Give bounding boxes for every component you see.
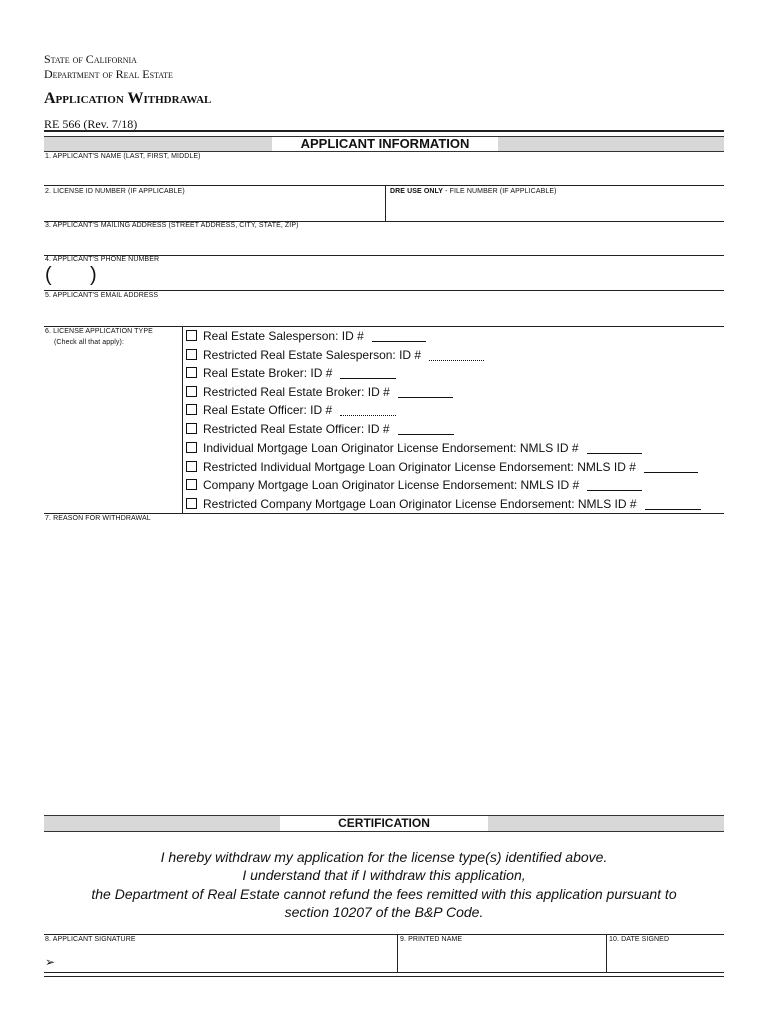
divider-6: [182, 326, 183, 513]
id-blank[interactable]: [398, 423, 454, 435]
nmls-blank[interactable]: [645, 498, 701, 510]
id-blank[interactable]: [429, 349, 484, 361]
id-blank[interactable]: [340, 404, 396, 416]
phone-label: 4. APPLICANT'S PHONE NUMBER: [45, 256, 160, 263]
option-restricted-re-officer[interactable]: [186, 421, 454, 437]
certification-line-2: I understand that if I withdraw this application,: [242, 867, 526, 883]
certification-title: CERTIFICATION: [280, 816, 488, 831]
phone-field[interactable]: [44, 265, 724, 289]
nmls-blank[interactable]: [644, 461, 698, 473]
mailing-address-label: 3. APPLICANT'S MAILING ADDRESS (STREET ADDRESS, CITY, STATE, ZIP): [45, 222, 299, 229]
option-re-broker[interactable]: [186, 365, 396, 381]
rule-4: [44, 290, 724, 291]
applicant-name-label: 1. APPLICANT'S NAME (LAST, FIRST, MIDDLE): [45, 153, 201, 160]
id-blank[interactable]: [372, 330, 426, 342]
form-number: RE 566 (Rev. 7/18): [44, 117, 138, 131]
option-restricted-re-salesperson[interactable]: [186, 347, 484, 363]
rule-1: [44, 185, 724, 186]
phone-close-paren: ): [90, 264, 97, 286]
agency-line-2: Department of Real Estate: [44, 67, 173, 81]
checkbox[interactable]: [186, 367, 197, 378]
dre-use-only-label: [390, 188, 557, 195]
license-id-field[interactable]: [44, 197, 384, 220]
option-label: Real Estate Salesperson: ID #: [203, 329, 364, 343]
header-rule: [44, 130, 724, 132]
option-label: Company Mortgage Loan Originator License Endorsement: NMLS ID #: [203, 478, 580, 492]
checkbox[interactable]: [186, 498, 197, 509]
reason-field[interactable]: [44, 526, 724, 808]
option-label: Restricted Real Estate Officer: ID #: [203, 422, 390, 436]
option-label: Restricted Real Estate Broker: ID #: [203, 385, 390, 399]
dre-use-only-bold: DRE USE ONLY: [390, 188, 444, 195]
mailing-address-field[interactable]: [44, 231, 724, 254]
rule-8-bottom: [44, 972, 724, 973]
checkbox[interactable]: [186, 461, 197, 472]
option-restricted-individual-mlo[interactable]: [186, 459, 698, 475]
email-field[interactable]: [44, 301, 724, 325]
rule-bottom: [44, 976, 724, 977]
id-blank[interactable]: [340, 367, 396, 379]
option-label: Restricted Company Mortgage Loan Originator License Endorsement: NMLS ID #: [203, 497, 637, 511]
option-re-officer[interactable]: [186, 402, 396, 418]
phone-open-paren: (: [45, 264, 52, 286]
reason-label: 7. REASON FOR WITHDRAWAL: [45, 515, 151, 522]
rule-6: [44, 513, 724, 514]
checkbox[interactable]: [186, 386, 197, 397]
option-label: Real Estate Broker: ID #: [203, 366, 333, 380]
certification-line-4: section 10207 of the B&P Code.: [284, 904, 484, 920]
date-signed-field[interactable]: [607, 945, 724, 971]
nmls-blank[interactable]: [587, 479, 642, 491]
nmls-blank[interactable]: [587, 442, 642, 454]
form-title: Application Withdrawal: [44, 90, 212, 107]
option-label: Restricted Real Estate Salesperson: ID #: [203, 348, 422, 362]
dre-file-number-label: - FILE NUMBER (IF APPLICABLE): [443, 188, 557, 195]
license-type-label: 6. LICENSE APPLICATION TYPE: [45, 328, 153, 335]
agency-line-1: State of California: [44, 52, 137, 66]
signature-arrow-icon: ➢: [45, 955, 56, 969]
certification-line-1: I hereby withdraw my application for the license type(s) identified above.: [160, 849, 608, 865]
id-blank[interactable]: [398, 386, 453, 398]
option-individual-mlo[interactable]: [186, 440, 642, 456]
dre-file-number-field[interactable]: [386, 197, 724, 220]
email-label: 5. APPLICANT'S EMAIL ADDRESS: [45, 292, 159, 299]
checkbox[interactable]: [186, 330, 197, 341]
certification-line-3: the Department of Real Estate cannot refund the fees remitted with this application pursuant to: [91, 886, 677, 902]
signature-field[interactable]: [44, 945, 396, 971]
applicant-information-bar: [44, 136, 724, 152]
rule-5: [44, 326, 724, 327]
option-restricted-re-broker[interactable]: [186, 384, 453, 400]
date-signed-label: 10. DATE SIGNED: [609, 936, 670, 943]
checkbox[interactable]: [186, 404, 197, 415]
printed-name-label: 9. PRINTED NAME: [400, 936, 463, 943]
check-all-note: (Check all that apply):: [54, 339, 124, 346]
option-restricted-company-mlo[interactable]: [186, 496, 701, 512]
checkbox[interactable]: [186, 349, 197, 360]
certification-bar: [44, 815, 724, 832]
option-label: Individual Mortgage Loan Originator License Endorsement: NMLS ID #: [203, 441, 579, 455]
printed-name-field[interactable]: [398, 945, 605, 971]
option-label: Restricted Individual Mortgage Loan Originator License Endorsement: NMLS ID #: [203, 460, 636, 474]
option-label: Real Estate Officer: ID #: [203, 403, 333, 417]
checkbox[interactable]: [186, 423, 197, 434]
checkbox[interactable]: [186, 442, 197, 453]
checkbox[interactable]: [186, 479, 197, 490]
option-company-mlo[interactable]: [186, 477, 642, 493]
signature-label: 8. APPLICANT SIGNATURE: [45, 936, 136, 943]
applicant-information-title: APPLICANT INFORMATION: [272, 137, 498, 151]
license-id-label: 2. LICENSE ID NUMBER (IF APPLICABLE): [45, 188, 185, 195]
applicant-name-field[interactable]: [44, 162, 724, 184]
option-re-salesperson[interactable]: [186, 328, 426, 344]
rule-8-top: [44, 934, 724, 935]
